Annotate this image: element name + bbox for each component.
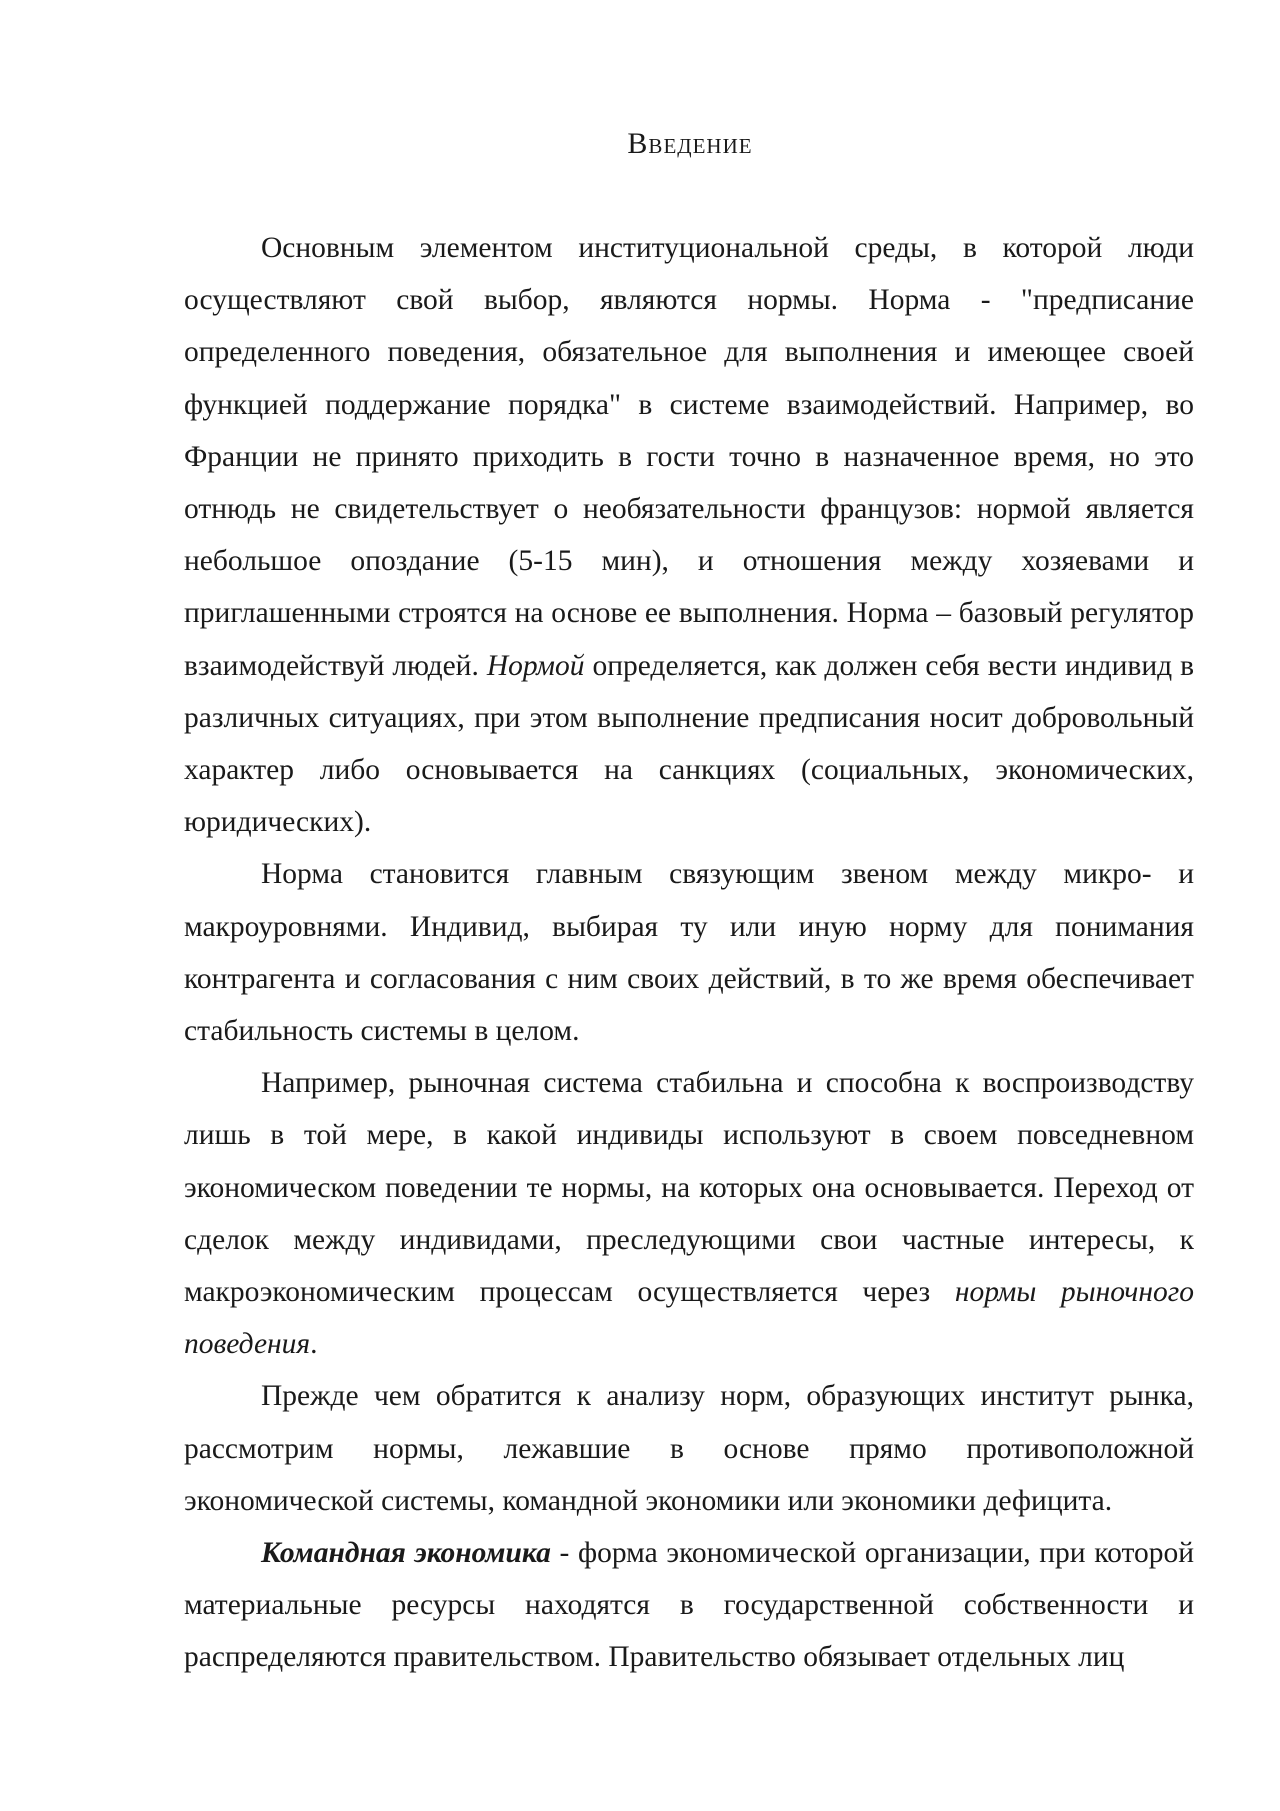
page-title: Введение: [627, 127, 753, 160]
emphasis-term: Нормой: [486, 649, 585, 682]
paragraph-text: - форма экономической организации, при которой материальные ресурсы находятся в государственной собственности и распределяются правительством. Правительство обязывает отдельных лиц: [184, 1537, 1194, 1674]
paragraph-norms-definition: [184, 222, 1194, 848]
paragraph-micro-macro: [184, 848, 1194, 1057]
paragraph-transition: [184, 1370, 1194, 1527]
paragraph-text: .: [310, 1328, 318, 1361]
paragraph-market-system: [184, 1057, 1194, 1370]
paragraph-text: Основным элементом институциональной среды, в которой люди осуществляют свой выбор, являются нормы. Норма - "предписание определенного поведения, обязательное для выполнения и имеющее своей функцией поддержание порядка" в системе взаимодействий. Например, во Франции не принято приходить в гости точно в назначенное время, но это отнюдь не свидетельствует о необязательности французов: нормой является небольшое опоздание (5-15 мин), и отношения между хозяевами и приглашенными строятся на основе ее выполнения. Норма – базовый регулятор взаимодействуй людей.: [184, 232, 1194, 682]
bold-term: Командная экономика: [261, 1537, 551, 1570]
paragraph-text: Прежде чем обратится к анализу норм, образующих институт рынка, рассмотрим нормы, лежавшие в основе прямо противоположной экономической системы, командной экономики или экономики дефицита.: [184, 1380, 1194, 1517]
body-text: [184, 222, 1194, 1684]
paragraph-text: Норма становится главным связующим звеном между микро- и макроуровнями. Индивид, выбирая ту или иную норму для понимания контрагента и согласования с ним своих действий, в то же время обеспечивает стабильность системы в целом.: [184, 858, 1194, 1048]
paragraph-text: Например, рыночная система стабильна и способна к воспроизводству лишь в той мере, в какой индивиды используют в своем повседневном экономическом поведении те нормы, на которых она основывается. Переход от сделок между индивидами, преследующими свои частные интересы, к макроэкономическим процессам осуществляется через: [184, 1067, 1194, 1309]
emphasis-term: нормы рыночного поведения: [184, 1276, 1195, 1361]
paragraph-text: определяется, как должен себя вести индивид в различных ситуациях, при этом выполнение предписания носит добровольный характер либо основывается на санкциях (социальных, экономических, юридических).: [184, 649, 1194, 839]
paragraph-command-economy: [184, 1527, 1194, 1684]
